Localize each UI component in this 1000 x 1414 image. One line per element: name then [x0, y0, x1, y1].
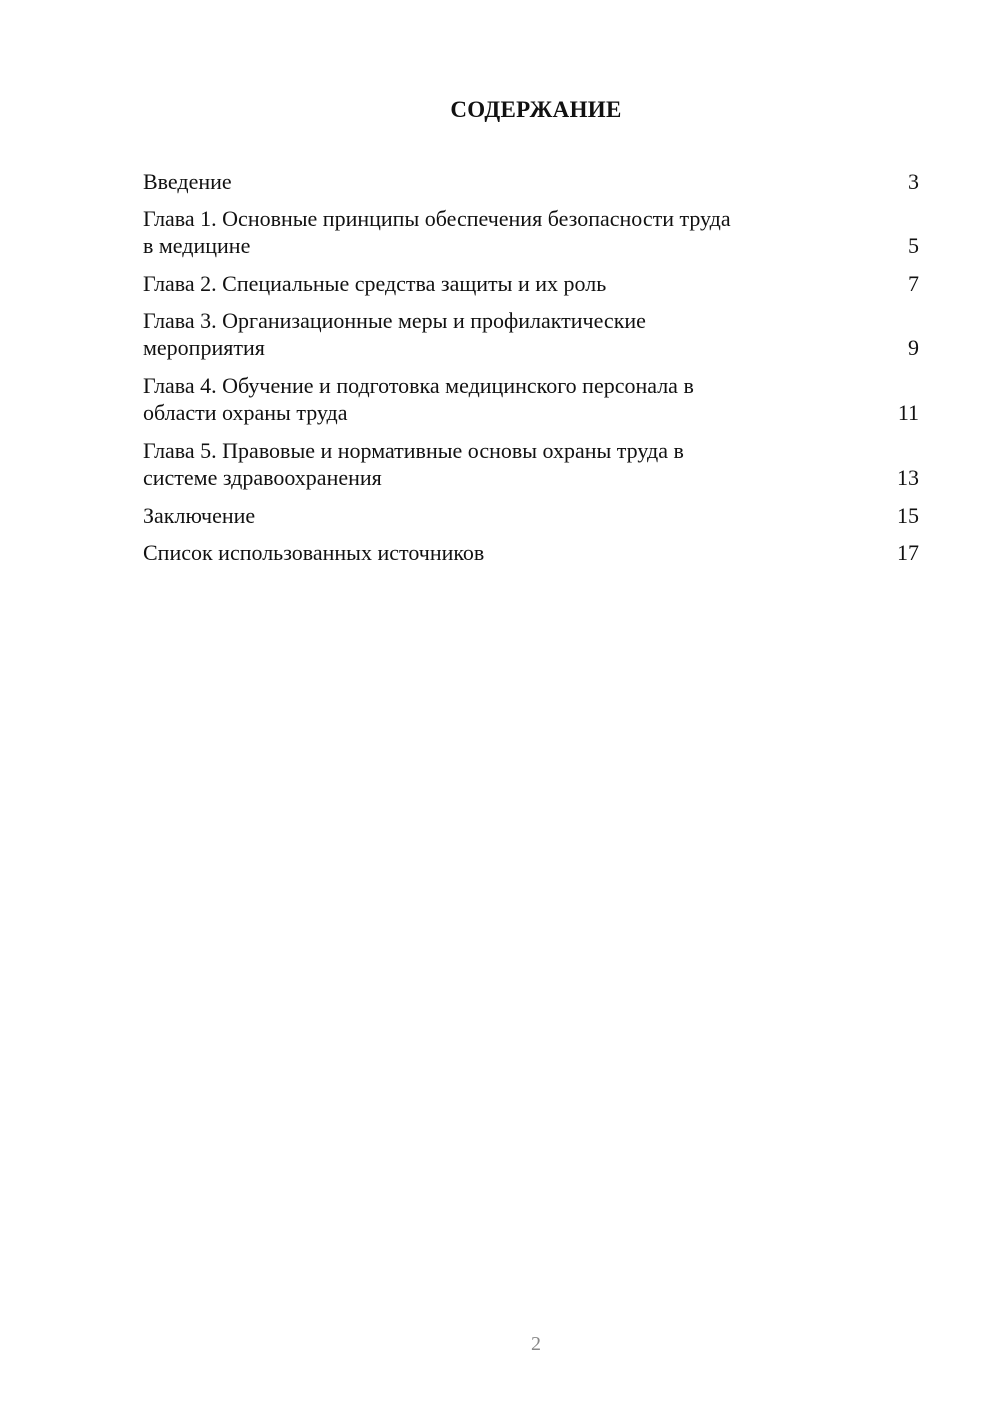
- toc-entry-chapter-2: [143, 270, 919, 297]
- toc-entry-page: 7: [908, 271, 919, 296]
- toc-entry-label-line: области охраны труда: [143, 400, 348, 425]
- toc-entry-label-line: Глава 5. Правовые и нормативные основы охраны труда в: [143, 438, 684, 463]
- toc-entry-label: [143, 372, 694, 426]
- toc-entry-conclusion: [143, 502, 919, 529]
- toc-entry-label-line: Глава 1. Основные принципы обеспечения безопасности труда: [143, 206, 731, 231]
- table-of-contents: [143, 168, 919, 576]
- toc-entry-label: [143, 539, 484, 566]
- toc-entry-label-line: Глава 3. Организационные меры и профилактические: [143, 308, 646, 333]
- toc-entry-page: 9: [908, 335, 919, 360]
- toc-entry-page: 5: [908, 233, 919, 258]
- toc-entry-label: [143, 205, 731, 259]
- toc-entry-introduction: [143, 168, 919, 195]
- toc-entry-label-line: мероприятия: [143, 335, 265, 360]
- toc-entry-label-line: Заключение: [143, 503, 256, 528]
- toc-entry-label-line: системе здравоохранения: [143, 465, 382, 490]
- toc-entry-label: [143, 270, 606, 297]
- toc-entry-chapter-5: [143, 437, 919, 491]
- toc-entry-label: [143, 307, 646, 361]
- page-number: 2: [531, 1333, 541, 1355]
- toc-entry-chapter-3: [143, 307, 919, 361]
- toc-entry-label-line: Глава 4. Обучение и подготовка медицинского персонала в: [143, 373, 694, 398]
- toc-entry-page: 11: [897, 400, 919, 425]
- toc-entry-label-line: Глава 2. Специальные средства защиты и их роль: [143, 271, 607, 296]
- toc-entry-label-line: Список использованных источников: [143, 540, 485, 565]
- toc-entry-label-line: в медицине: [143, 233, 251, 258]
- toc-entry-page: 15: [897, 503, 919, 528]
- toc-title: СОДЕРЖАНИЕ: [450, 97, 622, 122]
- toc-entry-page: 13: [897, 465, 919, 490]
- toc-entry-label: [143, 168, 232, 195]
- toc-entry-page: 17: [897, 540, 919, 565]
- toc-entry-chapter-4: [143, 372, 919, 426]
- toc-entry-label-line: Введение: [143, 169, 232, 194]
- toc-entry-label: [143, 437, 684, 491]
- toc-entry-label: [143, 502, 255, 529]
- toc-entry-references: [143, 539, 919, 566]
- toc-entry-chapter-1: [143, 205, 919, 259]
- toc-entry-page: 3: [908, 169, 919, 194]
